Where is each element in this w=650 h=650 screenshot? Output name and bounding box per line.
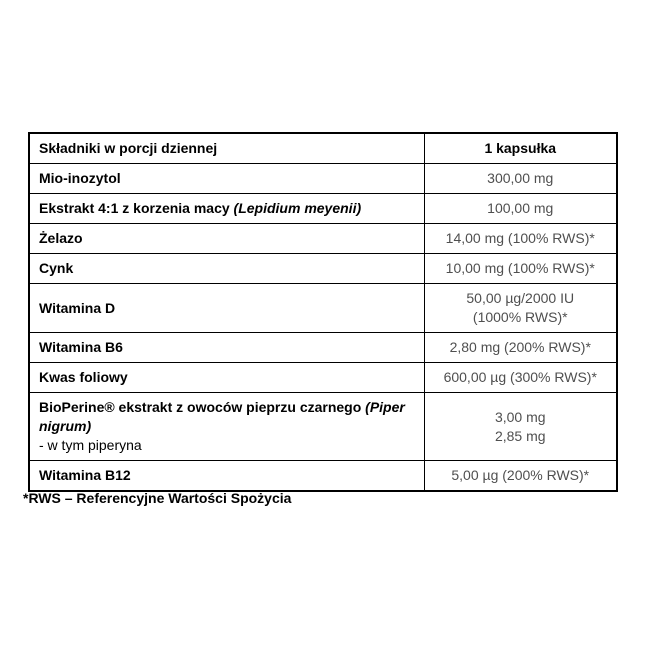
- amount-cell: [424, 333, 617, 363]
- amount-cell: [424, 393, 617, 461]
- ingredient-name-text: Cynk: [39, 260, 74, 276]
- table-row: [29, 194, 617, 224]
- ingredient-name-text: Ekstrakt 4:1 z korzenia macy: [39, 200, 234, 216]
- ingredient-name-cell: [29, 164, 424, 194]
- amount-text: 5,00 µg (200% RWS)*: [451, 467, 590, 483]
- ingredient-name-text: Żelazo: [39, 230, 83, 246]
- ingredient-name-text: BioPerine® ekstrakt z owoców pieprzu czarnego: [39, 399, 366, 415]
- amount-cell: [424, 363, 617, 393]
- ingredient-name-text: (Piper nigrum): [39, 399, 405, 434]
- ingredient-name-cell: [29, 284, 424, 333]
- amount-cell: [424, 194, 617, 224]
- amount-text: 50,00 µg/2000 IU: [466, 290, 575, 306]
- amount-text: 14,00 mg (100% RWS)*: [445, 230, 595, 246]
- ingredient-name-text: Witamina B6: [39, 339, 123, 355]
- table-header-row: [29, 133, 617, 164]
- amount-cell: [424, 254, 617, 284]
- ingredient-name-cell: [29, 461, 424, 492]
- table-row: [29, 363, 617, 393]
- rws-footnote: *RWS – Referencyjne Wartości Spożycia: [23, 490, 292, 506]
- table-row: [29, 333, 617, 363]
- ingredient-name-cell: [29, 363, 424, 393]
- supplement-facts-table: [28, 132, 618, 492]
- ingredients-table-body: [29, 164, 617, 492]
- amount-text: 600,00 µg (300% RWS)*: [443, 369, 597, 385]
- ingredient-name-text: (Lepidium meyenii): [233, 200, 362, 216]
- ingredient-name-cell: [29, 393, 424, 461]
- amount-cell: [424, 164, 617, 194]
- table-row: [29, 224, 617, 254]
- amount-cell: [424, 224, 617, 254]
- amount-text: 3,00 mg: [494, 408, 546, 425]
- amount-cell: [424, 284, 617, 333]
- header-ingredients: Składniki w porcji dziennej: [29, 133, 424, 164]
- ingredient-name-text: Witamina D: [39, 299, 116, 316]
- ingredient-name-cell: [29, 254, 424, 284]
- ingredient-name-text: Kwas foliowy: [39, 369, 128, 385]
- ingredient-name-text: Witamina B12: [39, 467, 131, 483]
- ingredient-name-cell: [29, 224, 424, 254]
- header-serving: 1 kapsułka: [424, 133, 617, 164]
- amount-text: 100,00 mg: [487, 200, 554, 216]
- ingredient-name-cell: [29, 194, 424, 224]
- amount-cell: [424, 461, 617, 492]
- table-row: [29, 393, 617, 461]
- ingredient-name-text: Mio-inozytol: [39, 170, 121, 186]
- table-row: [29, 284, 617, 333]
- amount-text: (1000% RWS)*: [472, 309, 568, 325]
- table-row: [29, 254, 617, 284]
- amount-text: 2,80 mg (200% RWS)*: [449, 339, 591, 355]
- amount-text: 300,00 mg: [487, 170, 554, 186]
- amount-text: 2,85 mg: [494, 427, 546, 444]
- table-row: [29, 164, 617, 194]
- table-row: [29, 461, 617, 492]
- ingredient-name-text: - w tym piperyna: [39, 437, 142, 453]
- ingredient-name-cell: [29, 333, 424, 363]
- amount-text: 10,00 mg (100% RWS)*: [445, 260, 595, 276]
